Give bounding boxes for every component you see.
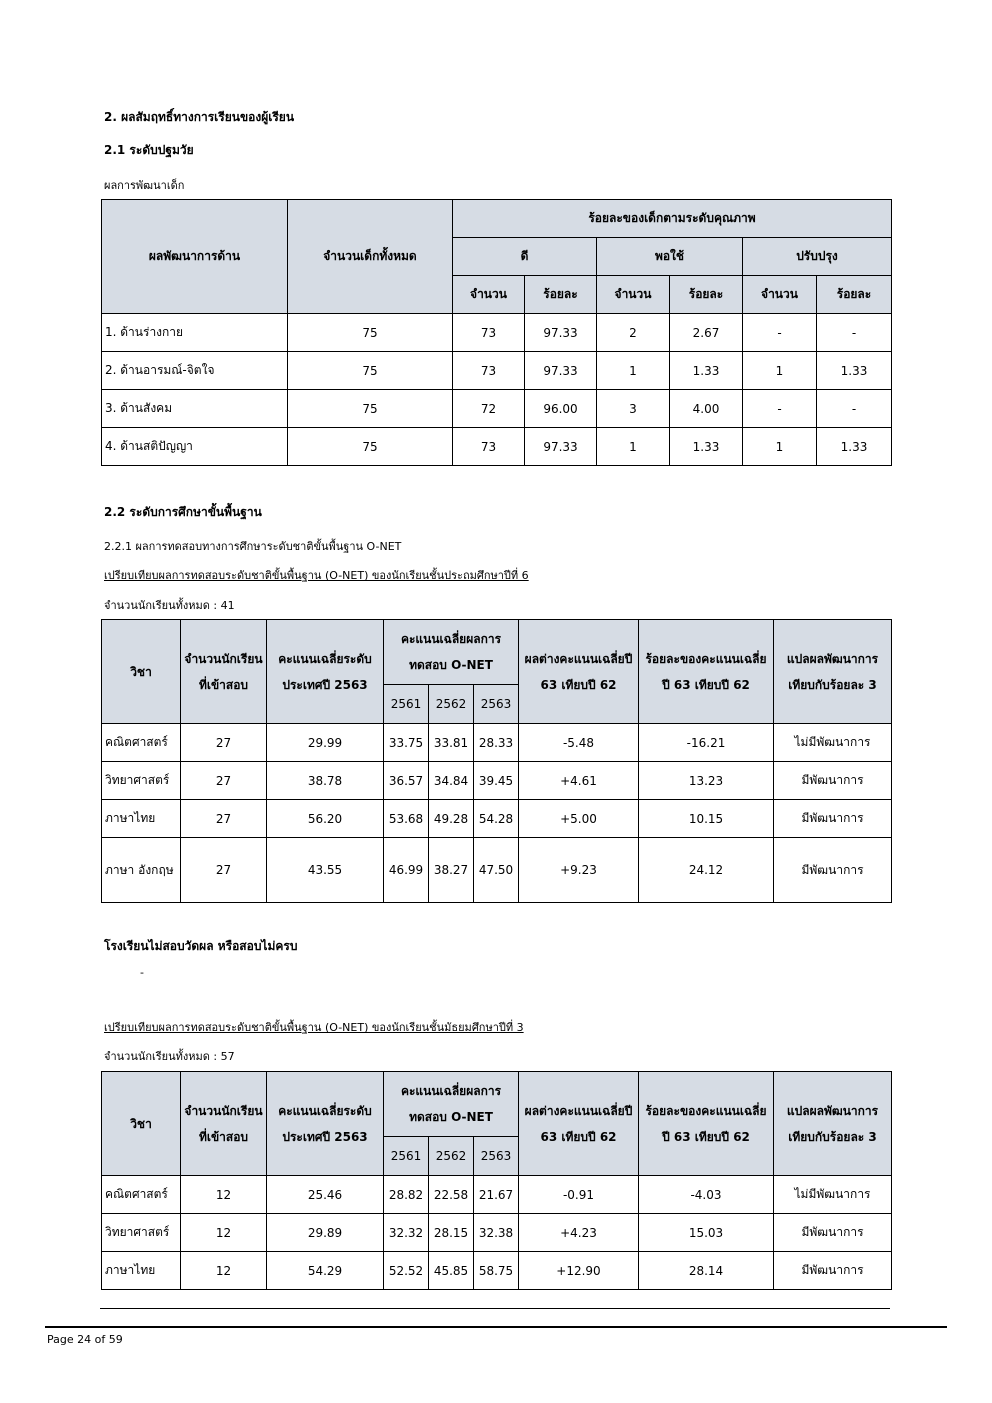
table-row (102, 800, 892, 838)
header-onet-avg: คะแนนเฉลี่ยผลการทดสอบ O-NET (384, 1072, 519, 1137)
score-2562-cell: 38.27 (429, 838, 474, 903)
score-2561-cell: 36.57 (384, 762, 429, 800)
header-count: จำนวน (743, 276, 817, 314)
interpretation-cell: ไม่มีพัฒนาการ (774, 1176, 892, 1214)
takers-cell: 12 (181, 1214, 267, 1252)
score-2562-cell: 33.81 (429, 724, 474, 762)
header-improve: ปรับปรุง (743, 238, 892, 276)
subject-cell: คณิตศาสตร์ (102, 1176, 181, 1214)
fair-count-cell: 1 (597, 352, 670, 390)
fair-count-cell: 3 (597, 390, 670, 428)
interpretation-cell: มีพัฒนาการ (774, 800, 892, 838)
header-diff: ผลต่างคะแนนเฉลี่ยปี 63 เทียบปี 62 (519, 620, 639, 724)
fair-percent-cell: 1.33 (670, 352, 743, 390)
header-fair: พอใช้ (597, 238, 743, 276)
table-row (102, 1214, 892, 1252)
score-2561-cell: 28.82 (384, 1176, 429, 1214)
good-percent-cell: 96.00 (525, 390, 597, 428)
table-row (102, 390, 892, 428)
score-2561-cell: 32.32 (384, 1214, 429, 1252)
header-dev-area: ผลพัฒนาการด้าน (102, 200, 288, 314)
score-2563-cell: 21.67 (474, 1176, 519, 1214)
total-cell: 75 (288, 428, 453, 466)
m3-comparison-title: เปรียบเทียบผลการทดสอบระดับชาติขั้นพื้นฐาน (O-NET) ของนักเรียนชั้นมัธยมศึกษาปีที่ 3 (104, 1021, 524, 1034)
dev-area-cell: 2. ด้านอารมณ์-จิตใจ (102, 352, 288, 390)
header-year: 2562 (429, 1137, 474, 1176)
subject-cell: วิทยาศาสตร์ (102, 1214, 181, 1252)
onet-m3-table (101, 1071, 892, 1290)
total-cell: 75 (288, 390, 453, 428)
takers-cell: 27 (181, 724, 267, 762)
score-2562-cell: 22.58 (429, 1176, 474, 1214)
improve-count-cell: 1 (743, 352, 817, 390)
header-year: 2561 (384, 1137, 429, 1176)
score-2562-cell: 49.28 (429, 800, 474, 838)
header-subject: วิชา (102, 1072, 181, 1176)
score-2562-cell: 28.15 (429, 1214, 474, 1252)
table-row (102, 724, 892, 762)
takers-cell: 27 (181, 762, 267, 800)
header-year: 2563 (474, 1137, 519, 1176)
score-2563-cell: 39.45 (474, 762, 519, 800)
subject-cell: ภาษาไทย (102, 1252, 181, 1290)
improve-count-cell: - (743, 314, 817, 352)
subsection-22: 2.2 ระดับการศึกษาขั้นพื้นฐาน (104, 505, 262, 519)
interpretation-cell: มีพัฒนาการ (774, 1252, 892, 1290)
header-subject: วิชา (102, 620, 181, 724)
table-row (102, 838, 892, 903)
score-2561-cell: 52.52 (384, 1252, 429, 1290)
header-year: 2563 (474, 685, 519, 724)
m3-student-count: จำนวนนักเรียนทั้งหมด : 57 (104, 1050, 235, 1063)
national-avg-cell: 29.99 (267, 724, 384, 762)
percent-change-cell: -4.03 (639, 1176, 774, 1214)
score-2561-cell: 33.75 (384, 724, 429, 762)
percent-change-cell: -16.21 (639, 724, 774, 762)
header-year: 2562 (429, 685, 474, 724)
header-count: จำนวน (597, 276, 670, 314)
takers-cell: 12 (181, 1176, 267, 1214)
child-development-table (101, 199, 892, 466)
header-percent: ร้อยละ (525, 276, 597, 314)
good-percent-cell: 97.33 (525, 428, 597, 466)
table-row (102, 762, 892, 800)
child-dev-caption: ผลการพัฒนาเด็ก (104, 179, 185, 192)
header-takers: จำนวนนักเรียนที่เข้าสอบ (181, 1072, 267, 1176)
score-2563-cell: 47.50 (474, 838, 519, 903)
footer-rule (45, 1326, 947, 1328)
percent-change-cell: 28.14 (639, 1252, 774, 1290)
header-interpretation: แปลผลพัฒนาการเทียบกับร้อยละ 3 (774, 620, 892, 724)
header-percent: ร้อยละ (817, 276, 892, 314)
score-2562-cell: 34.84 (429, 762, 474, 800)
fair-percent-cell: 2.67 (670, 314, 743, 352)
header-year: 2561 (384, 685, 429, 724)
subject-cell: ภาษา อังกฤษ (102, 838, 181, 903)
score-2563-cell: 58.75 (474, 1252, 519, 1290)
page-number: Page 24 of 59 (47, 1333, 123, 1346)
improve-count-cell: 1 (743, 428, 817, 466)
header-percent: ร้อยละ (670, 276, 743, 314)
takers-cell: 27 (181, 838, 267, 903)
header-good: ดี (453, 238, 597, 276)
interpretation-cell: มีพัฒนาการ (774, 1214, 892, 1252)
header-national-avg: คะแนนเฉลี่ยระดับประเทศปี 2563 (267, 1072, 384, 1176)
good-percent-cell: 97.33 (525, 314, 597, 352)
fair-percent-cell: 4.00 (670, 390, 743, 428)
score-2563-cell: 54.28 (474, 800, 519, 838)
header-percent-change: ร้อยละของคะแนนเฉลี่ย ปี 63 เทียบปี 62 (639, 620, 774, 724)
header-national-avg: คะแนนเฉลี่ยระดับประเทศปี 2563 (267, 620, 384, 724)
header-onet-avg: คะแนนเฉลี่ยผลการทดสอบ O-NET (384, 620, 519, 685)
p6-comparison-title: เปรียบเทียบผลการทดสอบระดับชาติขั้นพื้นฐาน (O-NET) ของนักเรียนชั้นประถมศึกษาปีที่ 6 (104, 569, 529, 582)
header-count: จำนวน (453, 276, 525, 314)
percent-change-cell: 15.03 (639, 1214, 774, 1252)
percent-change-cell: 10.15 (639, 800, 774, 838)
improve-count-cell: - (743, 390, 817, 428)
national-avg-cell: 29.89 (267, 1214, 384, 1252)
national-avg-cell: 43.55 (267, 838, 384, 903)
subsection-221: 2.2.1 ผลการทดสอบทางการศึกษาระดับชาติขั้นพื้นฐาน O-NET (104, 540, 402, 553)
footer-divider (100, 1308, 890, 1309)
no-test-dash: - (140, 966, 144, 979)
fair-count-cell: 2 (597, 314, 670, 352)
score-2561-cell: 53.68 (384, 800, 429, 838)
good-count-cell: 73 (453, 314, 525, 352)
improve-percent-cell: 1.33 (817, 352, 892, 390)
good-percent-cell: 97.33 (525, 352, 597, 390)
table-row (102, 428, 892, 466)
diff-cell: -5.48 (519, 724, 639, 762)
dev-area-cell: 1. ด้านร่างกาย (102, 314, 288, 352)
section-title: 2. ผลสัมฤทธิ์ทางการเรียนของผู้เรียน (104, 110, 295, 124)
subject-cell: คณิตศาสตร์ (102, 724, 181, 762)
onet-p6-table (101, 619, 892, 903)
national-avg-cell: 54.29 (267, 1252, 384, 1290)
percent-change-cell: 13.23 (639, 762, 774, 800)
table-row (102, 314, 892, 352)
score-2562-cell: 45.85 (429, 1252, 474, 1290)
improve-percent-cell: - (817, 390, 892, 428)
header-percent-change: ร้อยละของคะแนนเฉลี่ย ปี 63 เทียบปี 62 (639, 1072, 774, 1176)
no-test-heading: โรงเรียนไม่สอบวัดผล หรือสอบไม่ครบ (104, 939, 298, 953)
header-percent-quality: ร้อยละของเด็กตามระดับคุณภาพ (453, 200, 892, 238)
diff-cell: +5.00 (519, 800, 639, 838)
diff-cell: +4.23 (519, 1214, 639, 1252)
dev-area-cell: 3. ด้านสังคม (102, 390, 288, 428)
table-row (102, 352, 892, 390)
improve-percent-cell: 1.33 (817, 428, 892, 466)
fair-count-cell: 1 (597, 428, 670, 466)
header-interpretation: แปลผลพัฒนาการเทียบกับร้อยละ 3 (774, 1072, 892, 1176)
table-row (102, 1176, 892, 1214)
takers-cell: 12 (181, 1252, 267, 1290)
national-avg-cell: 56.20 (267, 800, 384, 838)
diff-cell: +4.61 (519, 762, 639, 800)
good-count-cell: 73 (453, 352, 525, 390)
percent-change-cell: 24.12 (639, 838, 774, 903)
dev-area-cell: 4. ด้านสติปัญญา (102, 428, 288, 466)
subsection-21: 2.1 ระดับปฐมวัย (104, 143, 194, 157)
interpretation-cell: มีพัฒนาการ (774, 762, 892, 800)
header-diff: ผลต่างคะแนนเฉลี่ยปี 63 เทียบปี 62 (519, 1072, 639, 1176)
interpretation-cell: ไม่มีพัฒนาการ (774, 724, 892, 762)
diff-cell: +9.23 (519, 838, 639, 903)
takers-cell: 27 (181, 800, 267, 838)
fair-percent-cell: 1.33 (670, 428, 743, 466)
score-2563-cell: 32.38 (474, 1214, 519, 1252)
diff-cell: +12.90 (519, 1252, 639, 1290)
improve-percent-cell: - (817, 314, 892, 352)
diff-cell: -0.91 (519, 1176, 639, 1214)
good-count-cell: 72 (453, 390, 525, 428)
table-row (102, 1252, 892, 1290)
national-avg-cell: 25.46 (267, 1176, 384, 1214)
total-cell: 75 (288, 352, 453, 390)
interpretation-cell: มีพัฒนาการ (774, 838, 892, 903)
national-avg-cell: 38.78 (267, 762, 384, 800)
header-total-children: จำนวนเด็กทั้งหมด (288, 200, 453, 314)
score-2561-cell: 46.99 (384, 838, 429, 903)
good-count-cell: 73 (453, 428, 525, 466)
p6-student-count: จำนวนนักเรียนทั้งหมด : 41 (104, 599, 235, 612)
subject-cell: ภาษาไทย (102, 800, 181, 838)
total-cell: 75 (288, 314, 453, 352)
subject-cell: วิทยาศาสตร์ (102, 762, 181, 800)
header-takers: จำนวนนักเรียนที่เข้าสอบ (181, 620, 267, 724)
score-2563-cell: 28.33 (474, 724, 519, 762)
